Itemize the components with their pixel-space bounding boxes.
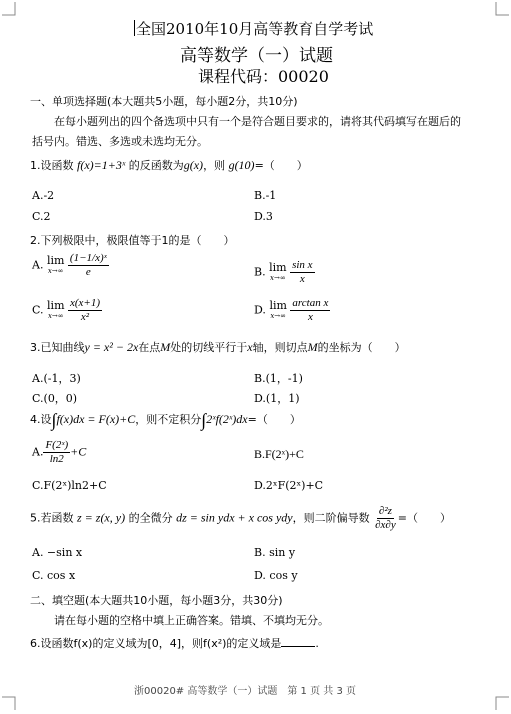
q2-d-label: D. <box>254 303 266 317</box>
q2-b-fraction <box>290 259 314 286</box>
lim-subscript: x→∞ <box>47 311 64 320</box>
q3-option-d: D.(1，1) <box>254 392 300 405</box>
q2-a-limit <box>47 255 64 277</box>
q4-option-d: D.2ˣF(2ˣ)+C <box>254 479 324 492</box>
q4-a-fraction <box>43 439 70 466</box>
lim-subscript: x→∞ <box>270 273 286 282</box>
exam-title-text: 全国2010年10月高等教育自学考试 <box>136 20 374 38</box>
q2-c-limit <box>47 300 64 322</box>
q4-text-b: ，则不定积分 <box>135 413 202 426</box>
q4-option-c: C.F(2ˣ)ln2+C <box>32 479 107 492</box>
q4-option-a <box>32 439 86 466</box>
q1-text-a: 1.设函数 <box>30 159 74 172</box>
exam-title <box>134 18 373 39</box>
q5-text-d: =（ ） <box>397 511 451 525</box>
q4-text-a: 4.设 <box>30 413 52 426</box>
frac-numerator: arctan x <box>292 297 329 309</box>
course-code: 课程代码：00020 <box>198 67 329 86</box>
frac-numerator: x(x+1) <box>70 297 101 309</box>
q5-option-d: D. cos y <box>254 569 298 582</box>
crop-mark-top-left <box>2 2 16 16</box>
frac-denominator: e <box>85 266 91 278</box>
q1-function: f(x)=1+3ˣ <box>77 158 126 172</box>
frac-numerator: sin x <box>292 259 313 271</box>
q3-option-a: A.(-1，3) <box>32 372 81 385</box>
q5-text-b: 的全微分 <box>128 511 173 525</box>
q4-a-constant: +C <box>70 444 87 459</box>
frac-numerator: F(2ˣ) <box>45 439 69 451</box>
q2-option-d <box>254 297 330 324</box>
paper-title: 高等数学（一）试题 <box>180 46 333 66</box>
frac-denominator: x <box>307 311 313 323</box>
q1-option-b: B.-1 <box>254 189 277 202</box>
q2-d-fraction <box>290 297 330 324</box>
crop-mark-top-right <box>495 2 509 16</box>
q1-option-d: D.3 <box>254 210 273 223</box>
question-4-stem <box>30 410 301 431</box>
frac-numerator: (1−1/x)ˣ <box>69 252 107 264</box>
q2-option-c <box>32 297 102 324</box>
section1-instructions-2: 括号内。错选、多选或未选均无分。 <box>32 135 208 148</box>
lim-text: lim <box>47 298 65 312</box>
crop-mark-bottom-right <box>495 696 509 710</box>
q3-text-d: 轴，则切点 <box>252 341 308 354</box>
question-3-stem <box>30 339 406 355</box>
question-2-stem: 2.下列极限中，极限值等于1的是（ ） <box>30 234 235 247</box>
q3-point-2: M <box>307 340 318 354</box>
q4-option-b: B.F(2ˣ)+C <box>254 447 304 461</box>
page-footer: 浙00020# 高等数学（一）试题 第 1 页 共 3 页 <box>134 686 356 697</box>
q2-b-limit <box>269 262 286 284</box>
text-cursor <box>134 20 135 36</box>
q3-text-e: 的坐标为（ ） <box>317 341 406 354</box>
q5-differential: dz = sin ydx + x cos ydy <box>176 510 293 525</box>
q5-option-b: B. sin y <box>254 546 296 559</box>
q2-option-b <box>254 259 315 286</box>
q1-text-b: 的反函数为 <box>128 159 184 172</box>
q2-b-label: B. <box>254 265 266 279</box>
lim-subscript: x→∞ <box>270 311 286 320</box>
frac-denominator: x <box>299 273 305 285</box>
q4-a-label: A. <box>32 445 44 459</box>
lim-text: lim <box>46 253 65 267</box>
q3-text-a: 3.已知曲线 <box>30 341 85 354</box>
q5-text-a: 5.若函数 <box>30 511 74 525</box>
frac-denominator: x² <box>80 311 90 323</box>
q3-option-b: B.(1，-1) <box>254 372 303 385</box>
frac-denominator: ln2 <box>49 453 64 465</box>
q1-option-c: C.2 <box>32 210 51 223</box>
q3-axis: x <box>247 340 253 354</box>
q4-text-c: =（ ） <box>247 413 301 426</box>
q2-a-fraction <box>68 252 109 279</box>
section1-instructions-1: 在每小题列出的四个备选项中只有一个是符合题目要求的，请将其代码填写在题后的 <box>54 115 461 128</box>
lim-subscript: x→∞ <box>47 266 64 275</box>
q3-option-c: C.(0，0) <box>32 392 78 405</box>
q3-text-b: 在点 <box>138 341 161 354</box>
q2-option-a <box>32 252 109 279</box>
section1-heading: 一、单项选择题(本大题共5小题，每小题2分，共10分) <box>30 95 298 108</box>
q2-a-label: A. <box>32 258 44 272</box>
question-1-stem <box>30 157 308 173</box>
q5-option-a: A. −sin x <box>32 546 83 559</box>
lim-text: lim <box>269 298 287 312</box>
q2-c-fraction <box>68 297 102 324</box>
crop-mark-bottom-left <box>2 696 16 710</box>
q1-text-d: =（ ） <box>254 159 308 172</box>
section2-instructions: 请在每小题的空格中填上正确答案。错填、不填均无分。 <box>54 614 329 627</box>
integral-sign: ∫ <box>51 410 57 430</box>
question-6-stem <box>30 635 319 651</box>
q5-option-c: C. cos x <box>32 569 76 582</box>
q5-partial-fraction <box>373 505 398 532</box>
q1-target: g(10) <box>228 158 255 172</box>
frac-denominator: ∂x∂y <box>375 519 396 531</box>
q5-function: z = z(x, y) <box>77 510 126 525</box>
question-5-stem <box>30 505 451 532</box>
integral-sign-2: ∫ <box>201 410 207 430</box>
q3-curve: y = x² − 2x <box>84 340 139 354</box>
q4-integrand: 2ˣf(2ˣ)dx <box>206 412 248 426</box>
q1-option-a: A.-2 <box>32 189 55 202</box>
answer-blank[interactable] <box>281 638 315 647</box>
q1-inverse: g(x) <box>183 158 204 172</box>
lim-text: lim <box>269 260 287 274</box>
q4-given: f(x)dx = F(x)+C <box>56 412 136 426</box>
q2-c-label: C. <box>32 303 44 317</box>
q5-text-c: ，则二阶偏导数 <box>292 511 370 525</box>
q3-point: M <box>160 340 171 354</box>
q2-d-limit <box>269 300 286 322</box>
frac-numerator: ∂²z <box>378 505 392 517</box>
q6-end: . <box>315 637 319 650</box>
q3-text-c: 处的切线平行于 <box>170 341 248 354</box>
q1-text-c: ，则 <box>203 159 226 172</box>
section2-heading: 二、填空题(本大题共10小题，每小题3分，共30分) <box>30 594 283 607</box>
q6-text: 6.设函数f(x)的定义域为[0，4]，则f(x²)的定义域是 <box>30 637 282 650</box>
